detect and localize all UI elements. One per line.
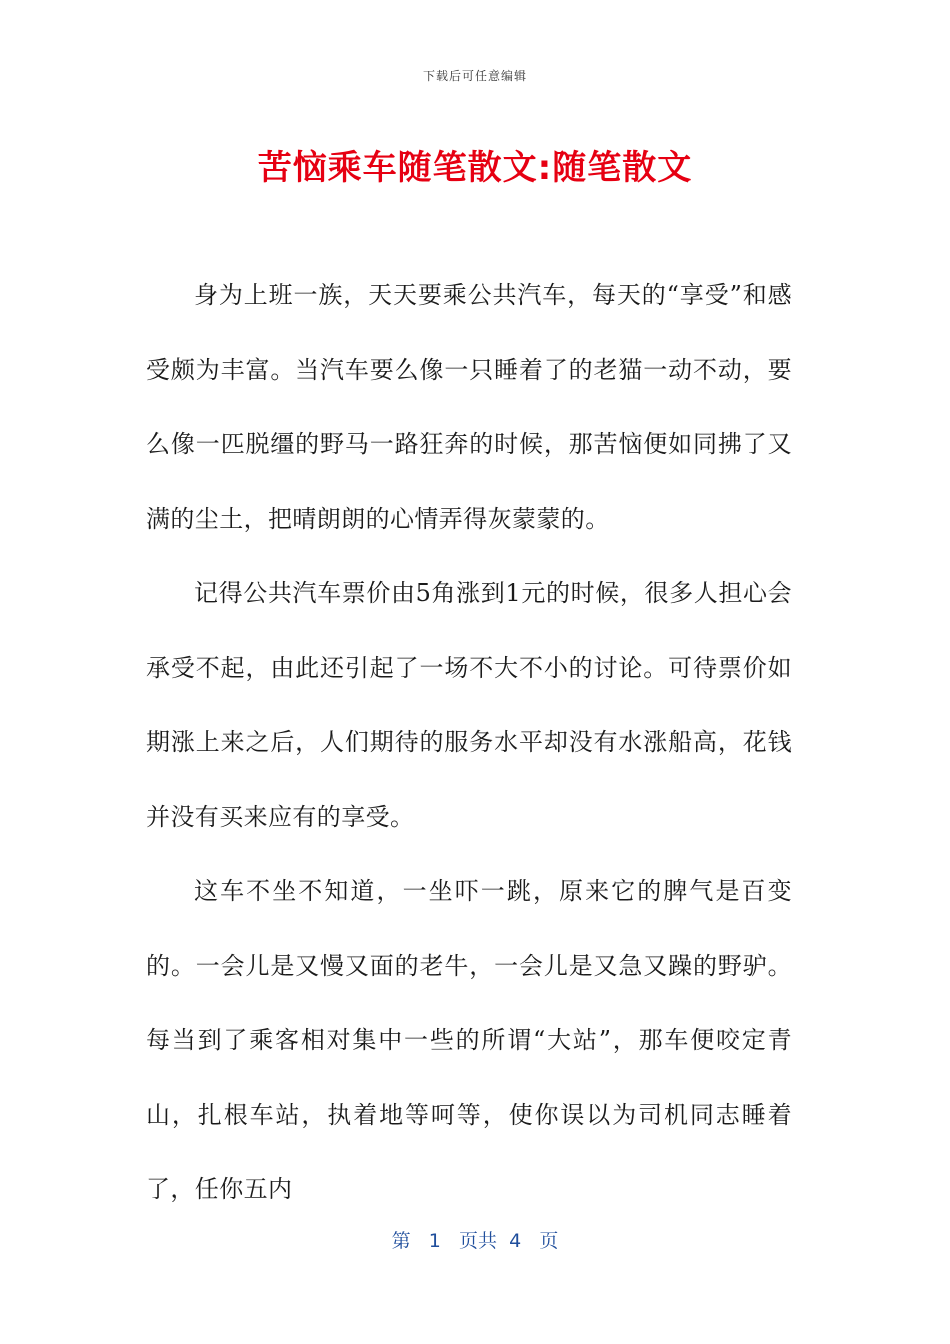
page-footer [0, 1226, 950, 1253]
paragraph-1: 身为上班一族，天天要乘公共汽车，每天的“享受”和感受颇为丰富。当汽车要么像一只睡着了的老猫一动不动，要么像一匹脱缰的野马一路狂奔的时候，那苦恼便如同拂了又满的尘土，把晴朗朗的心情弄得灰蒙蒙的。 [146, 281, 792, 533]
document-title: 苦恼乘车随笔散文:随笔散文 [257, 148, 693, 188]
footer-total-pages: 4 [509, 1230, 522, 1252]
footer-suffix: 页 [539, 1230, 559, 1252]
header-note: 下载后可任意编辑 [422, 69, 527, 83]
footer-prefix: 第 [391, 1230, 411, 1252]
paragraph-2: 记得公共汽车票价由5角涨到1元的时候，很多人担心会承受不起，由此还引起了一场不大不小的讨论。可待票价如期涨上来之后，人们期待的服务水平却没有水涨船高，花钱并没有买来应有的享受。 [146, 579, 792, 831]
document-body [146, 258, 792, 1227]
paragraph-3: 这车不坐不知道，一坐吓一跳，原来它的脾气是百变的。一会儿是又慢又面的老牛，一会儿是又急又躁的野驴。每当到了乘客相对集中一些的所谓“大站”，那车便咬定青山，扎根车站，执着地等呵等，使你误以为司机同志睡着了，任你五内 [146, 877, 792, 1203]
footer-middle: 页共 [459, 1230, 498, 1252]
footer-current-page: 1 [428, 1230, 441, 1252]
